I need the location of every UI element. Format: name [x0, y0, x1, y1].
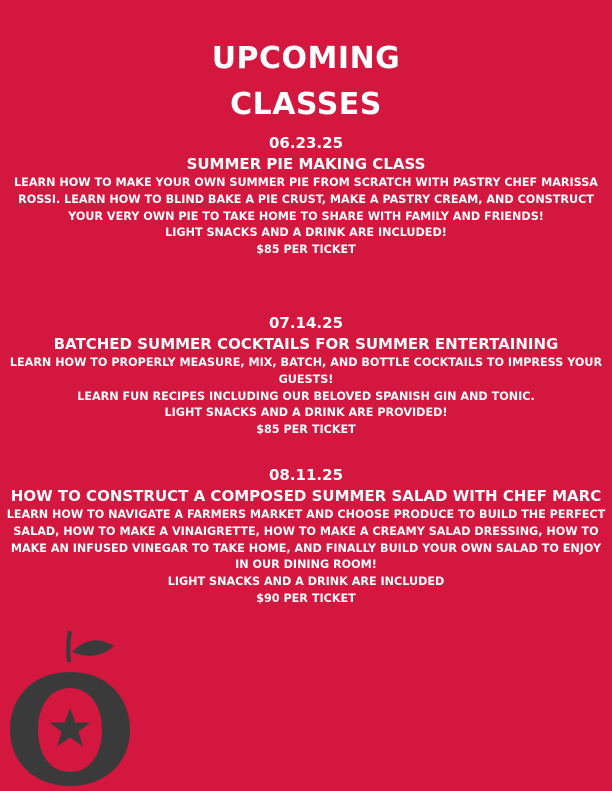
event-description: LEARN HOW TO MAKE YOUR OWN SUMMER PIE FROM SCRATCH WITH PASTRY CHEF MARISSA ROSSI. LEARN HOW TO BLIND BAKE A PIE CRUST, MAKE A PASTRY CREAM, AND CONSTRUCT YOUR VERY OWN PIE TO TAKE HOME TO SHARE WITH FAMILY AND FRIENDS!: [14, 176, 598, 223]
event-description: LEARN HOW TO NAVIGATE A FARMERS MARKET AND CHOOSE PRODUCE TO BUILD THE PERFECT SALAD, HOW TO MAKE A VINAIGRETTE, HOW TO MAKE A CREAMY SALAD DRESSING, HOW TO MAKE AN INFUSED VINEGAR TO TAKE HOME, AND FINALLY BUILD YOUR OWN SALAD TO ENJOY IN OUR DINING ROOM!: [6, 508, 606, 572]
event-name: SUMMER PIE MAKING CLASS: [186, 155, 426, 173]
event-date: 07.14.25: [268, 314, 344, 332]
event-included: LIGHT SNACKS AND A DRINK ARE PROVIDED!: [164, 406, 448, 420]
event-name: BATCHED SUMMER COCKTAILS FOR SUMMER ENTERTAINING: [53, 335, 559, 353]
event-1: [6, 134, 606, 259]
event-description: LEARN HOW TO PROPERLY MEASURE, MIX, BATCH, AND BOTTLE COCKTAILS TO IMPRESS YOUR GUESTS!: [9, 356, 603, 386]
event-included: LIGHT SNACKS AND A DRINK ARE INCLUDED: [167, 575, 445, 589]
event-extra: LEARN FUN RECIPES INCLUDING OUR BELOVED SPANISH GIN AND TONIC.: [77, 389, 535, 403]
event-name: HOW TO CONSTRUCT A COMPOSED SUMMER SALAD WITH CHEF MARC: [10, 487, 602, 505]
event-date: 06.23.25: [268, 134, 344, 152]
stem-shape: [66, 630, 72, 662]
event-price: $85 PER TICKET: [256, 243, 356, 257]
event-date: 08.11.25: [268, 466, 344, 484]
page-title: [0, 36, 612, 128]
leaf-shape: [72, 640, 114, 656]
apple-star-logo-icon: [10, 628, 130, 788]
title-line-2: CLASSES: [230, 87, 382, 122]
star-shape: [50, 708, 91, 747]
title-line-1: UPCOMING: [211, 41, 401, 76]
event-2: [6, 314, 606, 439]
event-price: $85 PER TICKET: [256, 423, 356, 437]
event-included: LIGHT SNACKS AND A DRINK ARE INCLUDED!: [165, 226, 447, 240]
event-3: [6, 466, 606, 608]
event-price: $90 PER TICKET: [256, 591, 356, 605]
